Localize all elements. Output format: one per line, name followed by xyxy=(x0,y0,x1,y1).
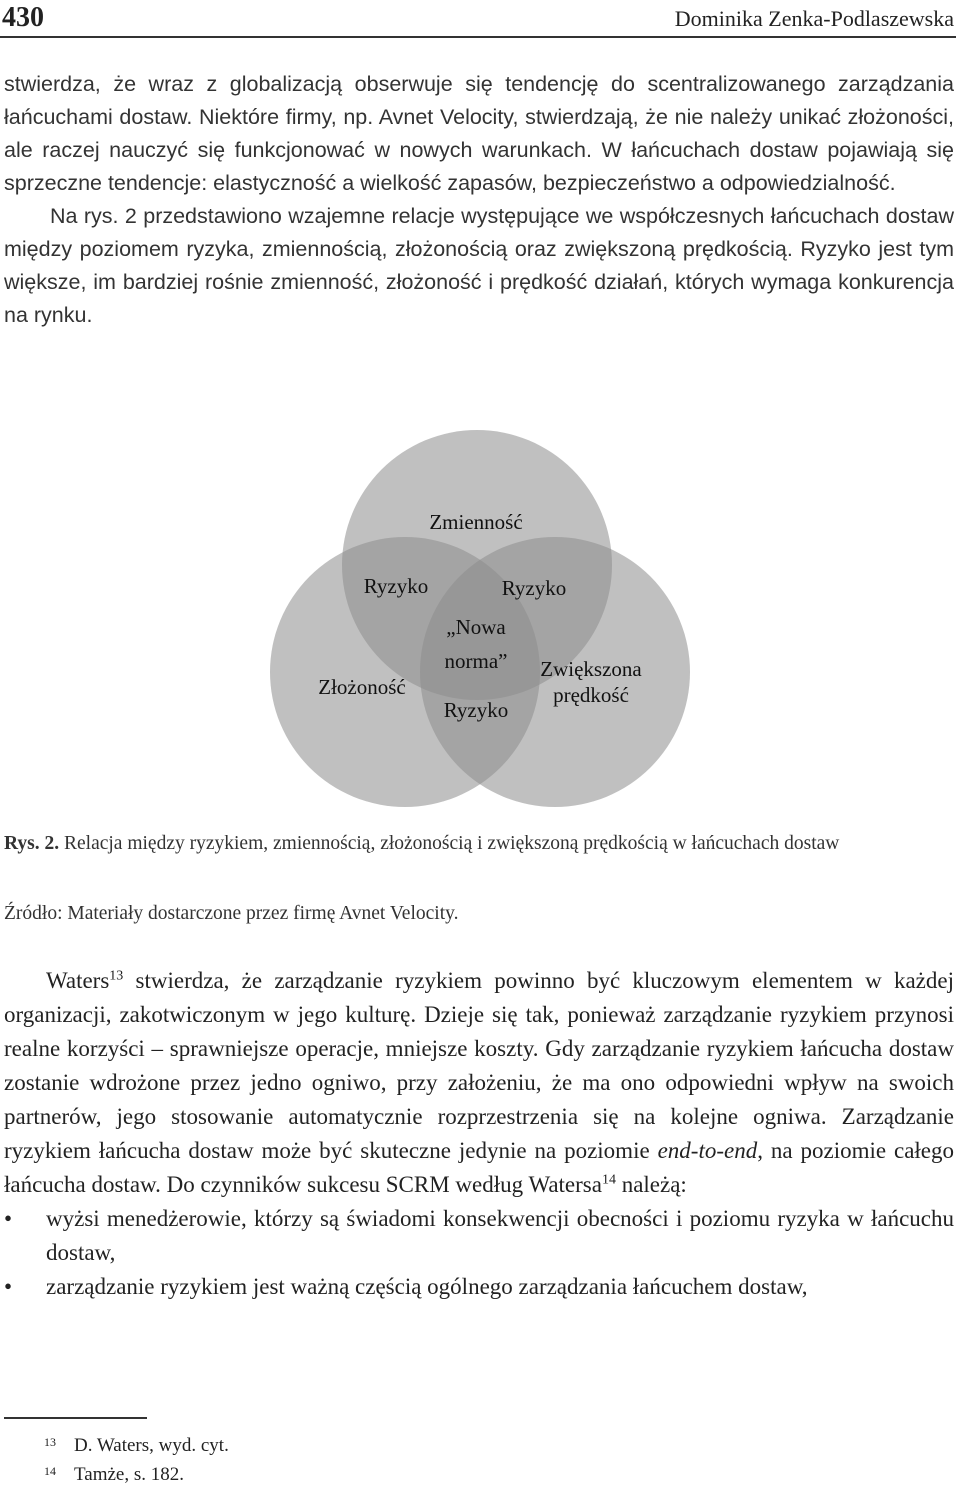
label-zlozonosc: Złożoność xyxy=(318,675,406,699)
header-rule xyxy=(0,36,956,38)
intro-text xyxy=(4,68,954,332)
intro-paragraph-2: Na rys. 2 przedstawiono wzajemne relacje występujące we współczesnych łańcuchach dostaw między poziomem ryzyka, zmiennością, złożonością oraz zwiększoną prędkością. Ryzyko jest tym większe, im bardziej rośnie zmienność, złożoność i prędkość działań, których wymaga konkurencja na rynku. xyxy=(4,204,954,327)
figure-caption-text: Relacja między ryzykiem, zmiennością, złożonością i zwiększoną prędkością w łańcuchach dostaw xyxy=(64,833,840,854)
label-predkosc: prędkość xyxy=(553,683,629,707)
body-p1-b: stwierdza, że zarządzanie ryzykiem powinno być kluczowym elementem w każdej organizacji, zakotwiczonym w jego kulturę. Dzieje się tak, ponieważ zarządzanie ryzykiem przynosi realne korzyści – sprawniejsze operacje, mniejsze koszty. Gdy zarządzanie ryzykiem łańcucha dostaw zostanie wdrożone przez jedno ogniwo, przy założeniu, że ma ono odpowiedni wpływ na swoich partnerów, jego stosowanie automatycznie rozprzestrzenia się na kolejne ogniwa. Zarządzanie ryzykiem łańcucha dostaw może być skuteczne jedynie na poziomie xyxy=(4,968,954,1163)
list-item: • wyżsi menedżerowie, którzy są świadomi konsekwencji obecności i poziomu ryzyka w łańcuchu dostaw, xyxy=(4,1202,954,1270)
label-ryzyko-bottom: Ryzyko xyxy=(443,698,509,722)
body-paragraph-1 xyxy=(4,964,954,1202)
footnote-number: 13 xyxy=(44,1435,56,1449)
label-norma: norma” xyxy=(444,649,508,673)
body-text xyxy=(4,964,954,1304)
footnote-13 xyxy=(46,1434,229,1458)
label-zmiennosc: Zmienność xyxy=(429,510,523,534)
body-p1-c: , na poziomie całego łańcucha dostaw. Do czynników sukcesu SCRM według Watersa xyxy=(4,1138,954,1197)
page-header xyxy=(0,0,956,38)
label-zwiekszona: Zwiększona xyxy=(540,657,642,681)
body-p1-em: end-to-end xyxy=(657,1138,758,1163)
running-head-author: Dominika Zenka-Podlaszewska xyxy=(674,6,954,31)
page-number: 430 xyxy=(2,2,44,33)
label-ryzyko-top-right: Ryzyko xyxy=(501,576,567,600)
figure-source: Źródło: Materiały dostarczone przez firmę Avnet Velocity. xyxy=(4,903,459,924)
list-item: • zarządzanie ryzykiem jest ważną częścią ogólnego zarządzania łańcuchem dostaw, xyxy=(4,1270,954,1304)
body-p1-a: Waters xyxy=(46,968,110,993)
footnote-ref-14: 14 xyxy=(601,1172,616,1188)
label-ryzyko-top-left: Ryzyko xyxy=(363,574,429,598)
venn-diagram xyxy=(0,410,960,820)
footnote-text: D. Waters, wyd. cyt. xyxy=(74,1435,229,1456)
footnote-rule xyxy=(4,1417,147,1419)
bullet-list xyxy=(4,1202,954,1304)
label-nowa: „Nowa xyxy=(446,615,506,639)
footnote-14 xyxy=(46,1463,184,1487)
figure-label: Rys. 2. xyxy=(4,833,60,854)
figure-caption xyxy=(4,830,954,858)
body-p1-d: należą: xyxy=(615,1172,687,1197)
footnote-text: Tamże, s. 182. xyxy=(74,1464,185,1485)
footnote-number: 14 xyxy=(44,1464,56,1478)
intro-paragraph-1: stwierdza, że wraz z globalizacją obserwuje się tendencję do scentralizowanego zarządzania łańcuchami dostaw. Niektóre firmy, np. Avnet Velocity, stwierdzają, że nie należy unikać złożoności, ale raczej nauczyć się funkcjonować w nowych warunkach. W łańcuchach dostaw pojawiają się sprzeczne tendencje: elastyczność a wielkość zapasów, bezpieczeństwo a odpowiedzialność. xyxy=(4,72,954,195)
footnote-ref-13: 13 xyxy=(109,968,124,984)
